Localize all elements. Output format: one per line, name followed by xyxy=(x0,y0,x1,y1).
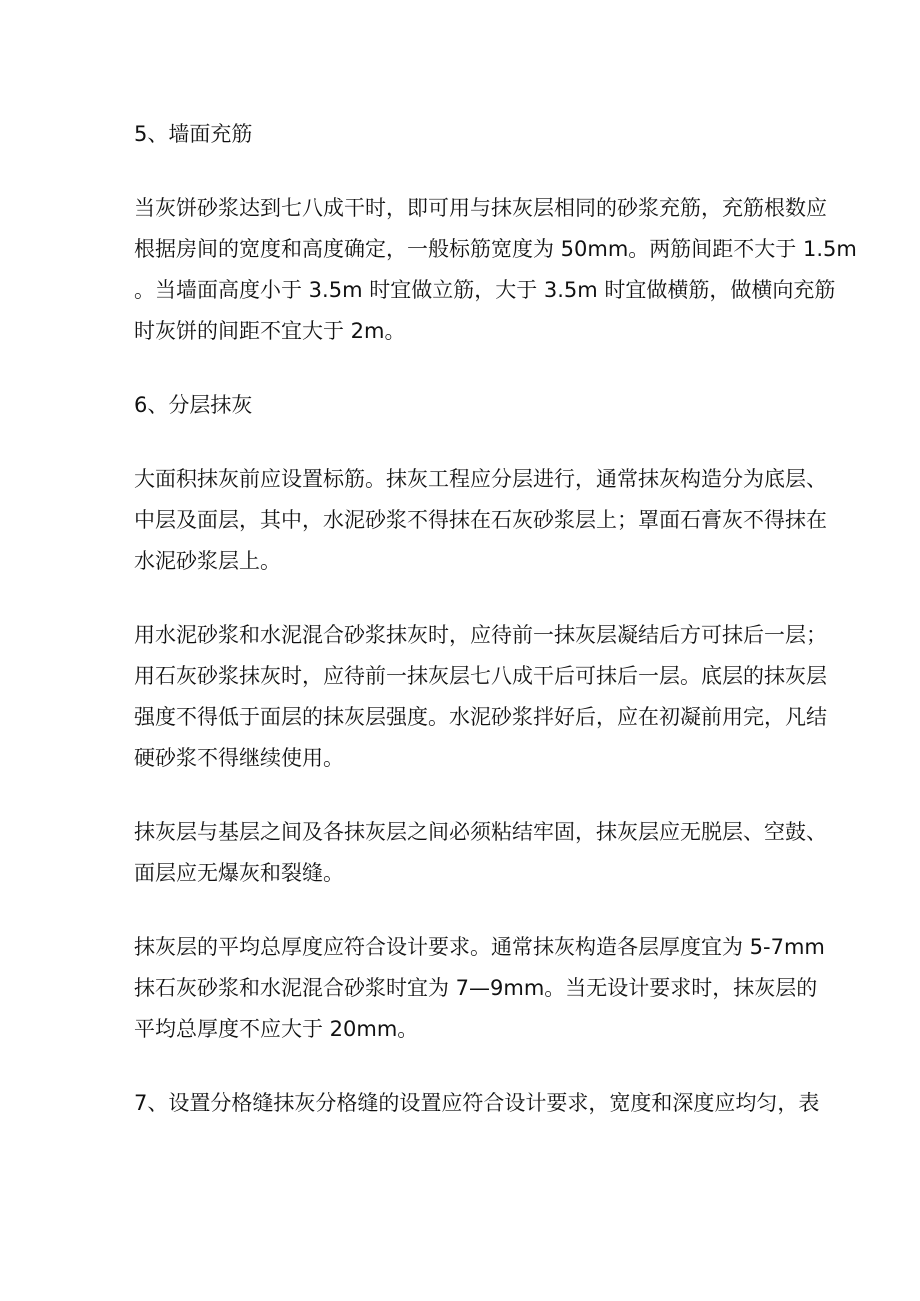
paragraph-line: 当灰饼砂浆达到七八成干时，即可用与抹灰层相同的砂浆充筋，充筋根数应 xyxy=(134,196,827,220)
section-6-paragraph-2 xyxy=(134,615,827,779)
paragraph-line: 抹石灰砂浆和水泥混合砂浆时宜为 7—9mm。当无设计要求时，抹灰层的 xyxy=(134,976,818,1000)
paragraph-line: 用石灰砂浆抹灰时，应待前一抹灰层七八成干后可抹后一层。底层的抹灰层 xyxy=(134,664,827,688)
paragraph-line: 平均总厚度不应大于 20mm。 xyxy=(134,1017,419,1041)
section-heading-5: 5、墙面充筋 xyxy=(134,122,253,146)
section-heading-6: 6、分层抹灰 xyxy=(134,393,253,417)
paragraph-line: 用水泥砂浆和水泥混合砂浆抹灰时，应待前一抹灰层凝结后方可抹后一层； xyxy=(134,623,827,647)
paragraph-line: 。当墙面高度小于 3.5m 时宜做立筋，大于 3.5m 时宜做横筋，做横向充筋 xyxy=(134,278,836,302)
paragraph-line: 根据房间的宽度和高度确定，一般标筋宽度为 50mm。两筋间距不大于 1.5m xyxy=(134,237,857,261)
paragraph-line: 硬砂浆不得继续使用。 xyxy=(134,746,344,770)
paragraph-line: 强度不得低于面层的抹灰层强度。水泥砂浆拌好后，应在初凝前用完，凡结 xyxy=(134,705,827,729)
paragraph-line: 抹灰层的平均总厚度应符合设计要求。通常抹灰构造各层厚度宜为 5-7mm xyxy=(134,935,825,959)
section-heading-7: 7、设置分格缝抹灰分格缝的设置应符合设计要求，宽度和深度应均匀，表 xyxy=(134,1091,820,1115)
paragraph-line: 大面积抹灰前应设置标筋。抹灰工程应分层进行，通常抹灰构造分为底层、 xyxy=(134,467,827,491)
section-5-paragraph xyxy=(134,188,857,352)
paragraph-line: 中层及面层，其中，水泥砂浆不得抹在石灰砂浆层上；罩面石膏灰不得抹在 xyxy=(134,508,827,532)
paragraph-line: 抹灰层与基层之间及各抹灰层之间必须粘结牢固，抹灰层应无脱层、空鼓、 xyxy=(134,820,827,844)
section-6-paragraph-3 xyxy=(134,812,827,894)
paragraph-line: 时灰饼的间距不宜大于 2m。 xyxy=(134,319,406,343)
paragraph-line: 水泥砂浆层上。 xyxy=(134,549,281,573)
section-6-paragraph-1 xyxy=(134,459,827,582)
paragraph-line: 面层应无爆灰和裂缝。 xyxy=(134,861,344,885)
document-content xyxy=(134,114,857,1124)
section-6-paragraph-4 xyxy=(134,927,825,1050)
